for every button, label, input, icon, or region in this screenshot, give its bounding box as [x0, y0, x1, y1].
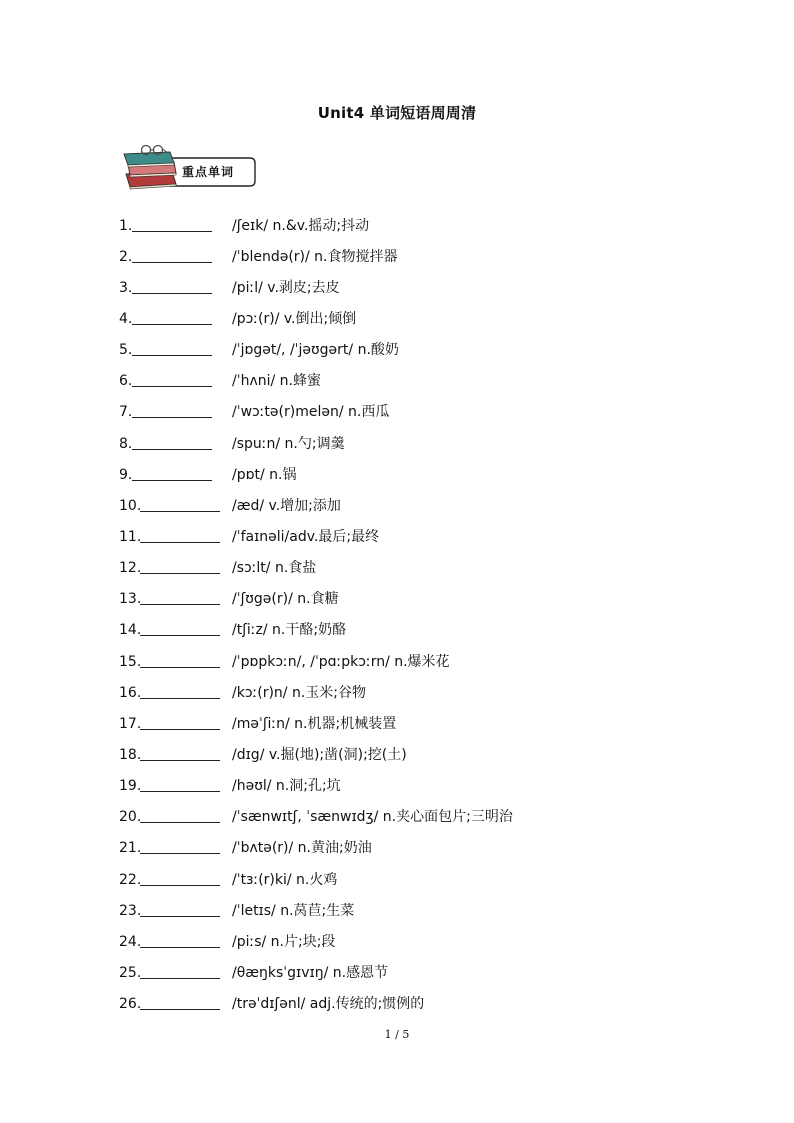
page-title: Unit4 单词短语周周清 [317, 104, 477, 122]
item-definition: /spuːn/ n.勺;调羹 [232, 436, 345, 452]
list-item [0, 525, 794, 549]
item-definition: /ˈsænwɪtʃ, ˈsænwɪdʒ/ n.夹心面包片;三明治 [232, 809, 513, 825]
answer-blank[interactable] [132, 369, 212, 387]
item-definition: /θæŋksˈgɪvɪŋ/ n.感恩节 [232, 965, 389, 981]
list-item [0, 899, 794, 923]
answer-blank[interactable] [132, 307, 212, 325]
list-item [0, 432, 794, 456]
list-item [0, 743, 794, 767]
answer-blank[interactable] [140, 992, 220, 1010]
item-definition: /ˈfaɪnəli/adv.最后;最终 [232, 529, 380, 545]
item-definition: /ˈblendə(r)/ n.食物搅拌器 [232, 249, 398, 265]
list-item [0, 276, 794, 300]
list-item [0, 961, 794, 985]
list-item [0, 650, 794, 674]
section-badge [122, 144, 257, 190]
item-definition: /ˈwɔːtə(r)melən/ n.西瓜 [232, 404, 390, 420]
item-number: 1. [119, 218, 133, 234]
answer-blank[interactable] [132, 245, 212, 263]
item-definition: /trəˈdɪʃənl/ adj.传统的;惯例的 [232, 996, 425, 1012]
answer-blank[interactable] [140, 899, 220, 917]
item-definition: /ˈpɒpkɔːn/, /ˈpɑːpkɔːrn/ n.爆米花 [232, 654, 450, 670]
list-item [0, 587, 794, 611]
answer-blank[interactable] [140, 681, 220, 699]
page-number: 1 / 5 [384, 1028, 410, 1041]
answer-blank[interactable] [140, 805, 220, 823]
item-number: 4. [119, 311, 133, 327]
list-item [0, 618, 794, 642]
item-definition: /æd/ v.增加;添加 [232, 498, 341, 514]
item-definition: /ˈʃʊgə(r)/ n.食糖 [232, 591, 339, 607]
section-heading: 重点单词 [182, 165, 235, 179]
item-number: 6. [119, 373, 133, 389]
answer-blank[interactable] [132, 338, 212, 356]
list-item [0, 992, 794, 1016]
item-definition: /tʃiːz/ n.干酪;奶酪 [232, 622, 347, 638]
item-definition: /piːs/ n.片;块;段 [232, 934, 336, 950]
item-number: 14. [119, 622, 142, 638]
list-item [0, 930, 794, 954]
answer-blank[interactable] [140, 961, 220, 979]
list-item [0, 836, 794, 860]
list-item [0, 868, 794, 892]
item-number: 9. [119, 467, 133, 483]
item-definition: /sɔːlt/ n.食盐 [232, 560, 317, 576]
list-item [0, 463, 794, 487]
item-number: 7. [119, 404, 133, 420]
answer-blank[interactable] [132, 276, 212, 294]
item-definition: /məˈʃiːn/ n.机器;机械装置 [232, 716, 397, 732]
item-number: 10. [119, 498, 142, 514]
item-number: 26. [119, 996, 142, 1012]
list-item [0, 214, 794, 238]
list-item [0, 774, 794, 798]
item-number: 11. [119, 529, 142, 545]
item-definition: /ˈtɜː(r)ki/ n.火鸡 [232, 872, 338, 888]
item-number: 25. [119, 965, 142, 981]
answer-blank[interactable] [140, 525, 220, 543]
item-number: 18. [119, 747, 142, 763]
item-definition: /ˈjɒgət/, /ˈjəʊgərt/ n.酸奶 [232, 342, 399, 358]
item-definition: /həʊl/ n.洞;孔;坑 [232, 778, 341, 794]
item-number: 19. [119, 778, 142, 794]
list-item [0, 245, 794, 269]
answer-blank[interactable] [132, 400, 212, 418]
item-number: 2. [119, 249, 133, 265]
item-definition: /pɔː(r)/ v.倒出;倾倒 [232, 311, 357, 327]
item-number: 22. [119, 872, 142, 888]
item-number: 24. [119, 934, 142, 950]
list-item [0, 712, 794, 736]
answer-blank[interactable] [140, 930, 220, 948]
answer-blank[interactable] [140, 587, 220, 605]
answer-blank[interactable] [132, 432, 212, 450]
list-item [0, 494, 794, 518]
list-item [0, 556, 794, 580]
item-number: 23. [119, 903, 142, 919]
item-definition: /pɒt/ n.锅 [232, 467, 297, 483]
item-number: 12. [119, 560, 142, 576]
answer-blank[interactable] [132, 463, 212, 481]
answer-blank[interactable] [140, 836, 220, 854]
list-item [0, 307, 794, 331]
answer-blank[interactable] [140, 618, 220, 636]
item-definition: /ˈletɪs/ n.莴苣;生菜 [232, 903, 355, 919]
list-item [0, 681, 794, 705]
item-number: 21. [119, 840, 142, 856]
answer-blank[interactable] [140, 494, 220, 512]
item-definition: /ʃeɪk/ n.&v.摇动;抖动 [232, 218, 370, 234]
list-item [0, 338, 794, 362]
item-number: 3. [119, 280, 133, 296]
answer-blank[interactable] [140, 774, 220, 792]
list-item [0, 805, 794, 829]
item-definition: /kɔː(r)n/ n.玉米;谷物 [232, 685, 366, 701]
item-number: 13. [119, 591, 142, 607]
answer-blank[interactable] [132, 214, 212, 232]
item-definition: /piːl/ v.剥皮;去皮 [232, 280, 340, 296]
item-number: 17. [119, 716, 142, 732]
answer-blank[interactable] [140, 556, 220, 574]
item-number: 5. [119, 342, 133, 358]
item-definition: /dɪg/ v.掘(地);凿(洞);挖(土) [232, 747, 407, 763]
item-number: 16. [119, 685, 142, 701]
item-definition: /ˈhʌni/ n.蜂蜜 [232, 373, 321, 389]
item-number: 8. [119, 436, 133, 452]
answer-blank[interactable] [140, 650, 220, 668]
item-definition: /ˈbʌtə(r)/ n.黄油;奶油 [232, 840, 372, 856]
answer-blank[interactable] [140, 868, 220, 886]
list-item [0, 400, 794, 424]
item-number: 20. [119, 809, 142, 825]
answer-blank[interactable] [140, 743, 220, 761]
item-number: 15. [119, 654, 142, 670]
answer-blank[interactable] [140, 712, 220, 730]
list-item [0, 369, 794, 393]
